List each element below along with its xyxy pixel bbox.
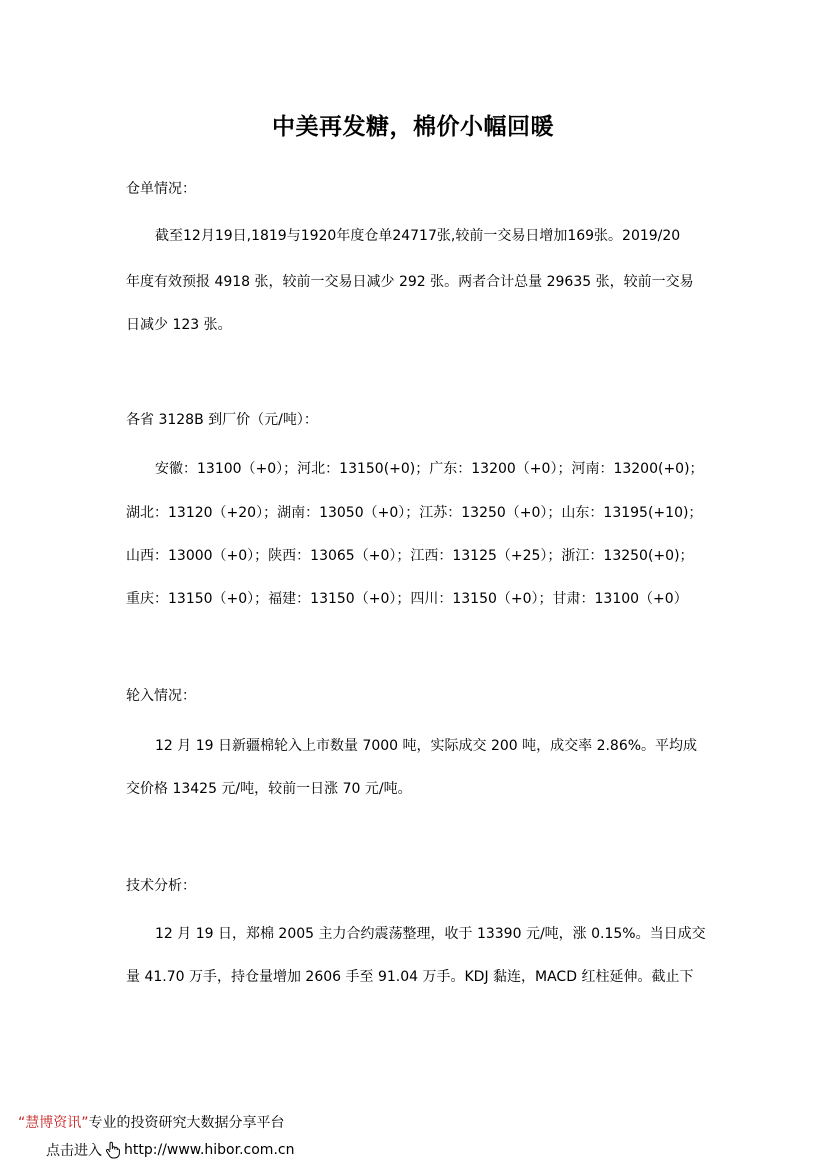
hand-pointer-icon: [105, 1141, 121, 1159]
paragraph-line: 交价格 13425 元/吨，较前一日涨 70 元/吨。: [126, 781, 412, 797]
close-quote: ”: [81, 1115, 89, 1131]
paragraph-line: 山西：13000（+0）；陕西：13065（+0）；江西：13125（+25）；浙江：13250(+0)；: [126, 548, 694, 564]
open-quote: “: [18, 1115, 26, 1131]
paragraph-line: 量 41.70 万手，持仓量增加 2606 手至 91.04 万手。KDJ 黏连，MACD 红柱延伸。截止下: [126, 969, 694, 985]
site-url-link[interactable]: http://www.hibor.com.cn: [124, 1142, 295, 1158]
footer-tagline: [18, 1112, 285, 1132]
section-label-reserve-purchase: 轮入情况：: [126, 688, 196, 704]
paragraph-line: 12 月 19 日新疆棉轮入上市数量 7000 吨，实际成交 200 吨，成交率 2.86%。平均成: [155, 738, 698, 754]
paragraph-line: 日减少 123 张。: [126, 317, 232, 333]
paragraph-line: 年度有效预报 4918 张，较前一交易日减少 292 张。两者合计总量 29635 张，较前一交易: [126, 274, 694, 290]
document-title: 中美再发糖，棉价小幅回暖: [272, 114, 554, 140]
enter-label: 点击进入: [46, 1143, 102, 1159]
tagline-text: 专业的投资研究大数据分享平台: [88, 1115, 285, 1131]
paragraph-line: 12 月 19 日，郑棉 2005 主力合约震荡整理，收于 13390 元/吨，涨 0.15%。当日成交: [155, 926, 706, 942]
brand-name: 慧博资讯: [25, 1115, 82, 1131]
paragraph-line: 安徽：13100（+0）；河北：13150(+0)；广东：13200（+0）；河南：13200(+0)；: [155, 461, 704, 477]
section-label-province-prices: 各省 3128B 到厂价（元/吨）：: [126, 412, 318, 428]
paragraph-line: 截至12月19日,1819与1920年度仓单24717张,较前一交易日增加169张。2019/20: [155, 228, 681, 244]
paragraph-line: 湖北：13120（+20）；湖南：13050（+0）；江苏：13250（+0）；山东：13195(+10)；: [126, 505, 703, 521]
footer-link-row[interactable]: [46, 1140, 294, 1160]
section-label-warehouse-receipts: 仓单情况：: [126, 181, 196, 197]
paragraph-line: 重庆：13150（+0）；福建：13150（+0）；四川：13150（+0）；甘肃：13100（+0）: [126, 591, 688, 607]
section-label-technical-analysis: 技术分析：: [126, 878, 196, 894]
